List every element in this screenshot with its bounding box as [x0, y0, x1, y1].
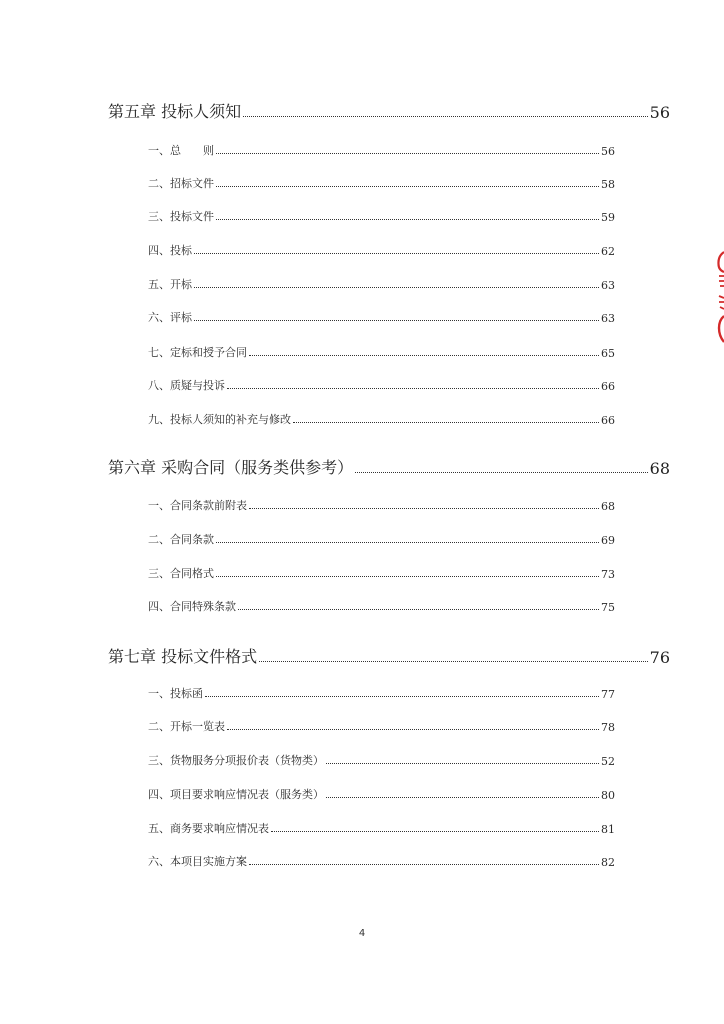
dot-leader [227, 728, 599, 730]
toc-label: 五、商务要求响应情况表 [148, 822, 269, 835]
toc-page-number: 66 [601, 414, 615, 427]
dot-leader [238, 608, 599, 610]
dot-leader [216, 541, 599, 543]
toc-label: 三、货物服务分项报价表（货物类） [148, 754, 324, 767]
toc-section[interactable] [148, 344, 615, 360]
toc-page-number: 58 [601, 178, 615, 191]
dot-leader [194, 286, 599, 288]
toc-page-number: 77 [601, 688, 615, 701]
toc-section[interactable] [148, 497, 615, 513]
dot-leader [216, 218, 599, 220]
toc-page-number: 78 [601, 721, 615, 734]
dot-leader [243, 115, 648, 117]
toc-page-number: 68 [649, 459, 670, 478]
toc-section[interactable] [148, 752, 615, 768]
dot-leader [259, 660, 648, 662]
toc-section[interactable] [148, 411, 615, 427]
toc-section[interactable] [148, 718, 615, 734]
toc-label: 一、合同条款前附表 [148, 499, 247, 512]
dot-leader [249, 507, 599, 509]
toc-label: 六、评标 [148, 311, 192, 324]
toc-section[interactable] [148, 853, 615, 869]
toc-label: 五、开标 [148, 278, 192, 291]
toc-label: 三、合同格式 [148, 567, 214, 580]
seal-stamp-fragment [717, 250, 724, 344]
dot-leader [249, 354, 599, 356]
toc-label: 一、投标函 [148, 687, 203, 700]
toc-page-number: 59 [601, 211, 615, 224]
toc-page-number: 52 [601, 755, 615, 768]
toc-page-number: 75 [601, 601, 615, 614]
dot-leader [271, 830, 599, 832]
toc-label: 六、本项目实施方案 [148, 855, 247, 868]
dot-leader [205, 695, 599, 697]
toc-page-number: 68 [601, 500, 615, 513]
dot-leader [227, 387, 599, 389]
toc-section[interactable] [148, 208, 615, 224]
toc-chapter-5[interactable] [108, 100, 670, 122]
toc-page-number: 56 [601, 145, 615, 158]
toc-page-number: 66 [601, 380, 615, 393]
toc-label: 七、定标和授予合同 [148, 346, 247, 359]
toc-label: 八、质疑与投诉 [148, 379, 225, 392]
dot-leader [216, 185, 599, 187]
dot-leader [194, 252, 599, 254]
dot-leader [355, 471, 648, 473]
toc-page-number: 62 [601, 245, 615, 258]
toc-page-number: 63 [601, 279, 615, 292]
toc-page-number: 65 [601, 347, 615, 360]
toc-label: 三、投标文件 [148, 210, 214, 223]
toc-page-number: 81 [601, 823, 615, 836]
toc-section[interactable] [148, 531, 615, 547]
toc-label: 二、招标文件 [148, 177, 214, 190]
dot-leader [216, 575, 599, 577]
toc-section[interactable] [148, 685, 615, 701]
toc-page-number: 56 [649, 103, 670, 122]
toc-page-number: 80 [601, 789, 615, 802]
toc-page-number: 69 [601, 534, 615, 547]
dot-leader [293, 421, 599, 423]
toc-label: 第七章 投标文件格式 [108, 647, 258, 666]
page-number: 4 [358, 928, 366, 939]
dot-leader [216, 152, 599, 154]
toc-page-number: 76 [649, 648, 670, 667]
toc-label: 四、项目要求响应情况表（服务类） [148, 788, 324, 801]
toc-section[interactable] [148, 598, 615, 614]
toc-label: 二、合同条款 [148, 533, 214, 546]
dot-leader [194, 319, 599, 321]
toc-section[interactable] [148, 565, 615, 581]
toc-chapter-7[interactable] [108, 645, 670, 667]
toc-chapter-6[interactable] [108, 456, 670, 478]
toc-page-number: 73 [601, 568, 615, 581]
toc-section[interactable] [148, 276, 615, 292]
toc-section[interactable] [148, 377, 615, 393]
toc-section[interactable] [148, 786, 615, 802]
dot-leader [249, 863, 599, 865]
toc-section[interactable] [148, 242, 615, 258]
toc-label: 四、投标 [148, 244, 192, 257]
toc-label: 二、开标一览表 [148, 720, 225, 733]
dot-leader [326, 796, 599, 798]
toc-label: 一、总 则 [148, 144, 214, 157]
toc-section[interactable] [148, 309, 615, 325]
toc-section[interactable] [148, 820, 615, 836]
toc-label: 第六章 采购合同（服务类供参考） [108, 458, 354, 477]
dot-leader [326, 762, 599, 764]
toc-label: 第五章 投标人须知 [108, 102, 242, 121]
toc-page-number: 63 [601, 312, 615, 325]
toc-label: 九、投标人须知的补充与修改 [148, 413, 291, 426]
toc-label: 四、合同特殊条款 [148, 600, 236, 613]
toc-section[interactable] [148, 142, 615, 158]
toc-page-number: 82 [601, 856, 615, 869]
toc-section[interactable] [148, 175, 615, 191]
